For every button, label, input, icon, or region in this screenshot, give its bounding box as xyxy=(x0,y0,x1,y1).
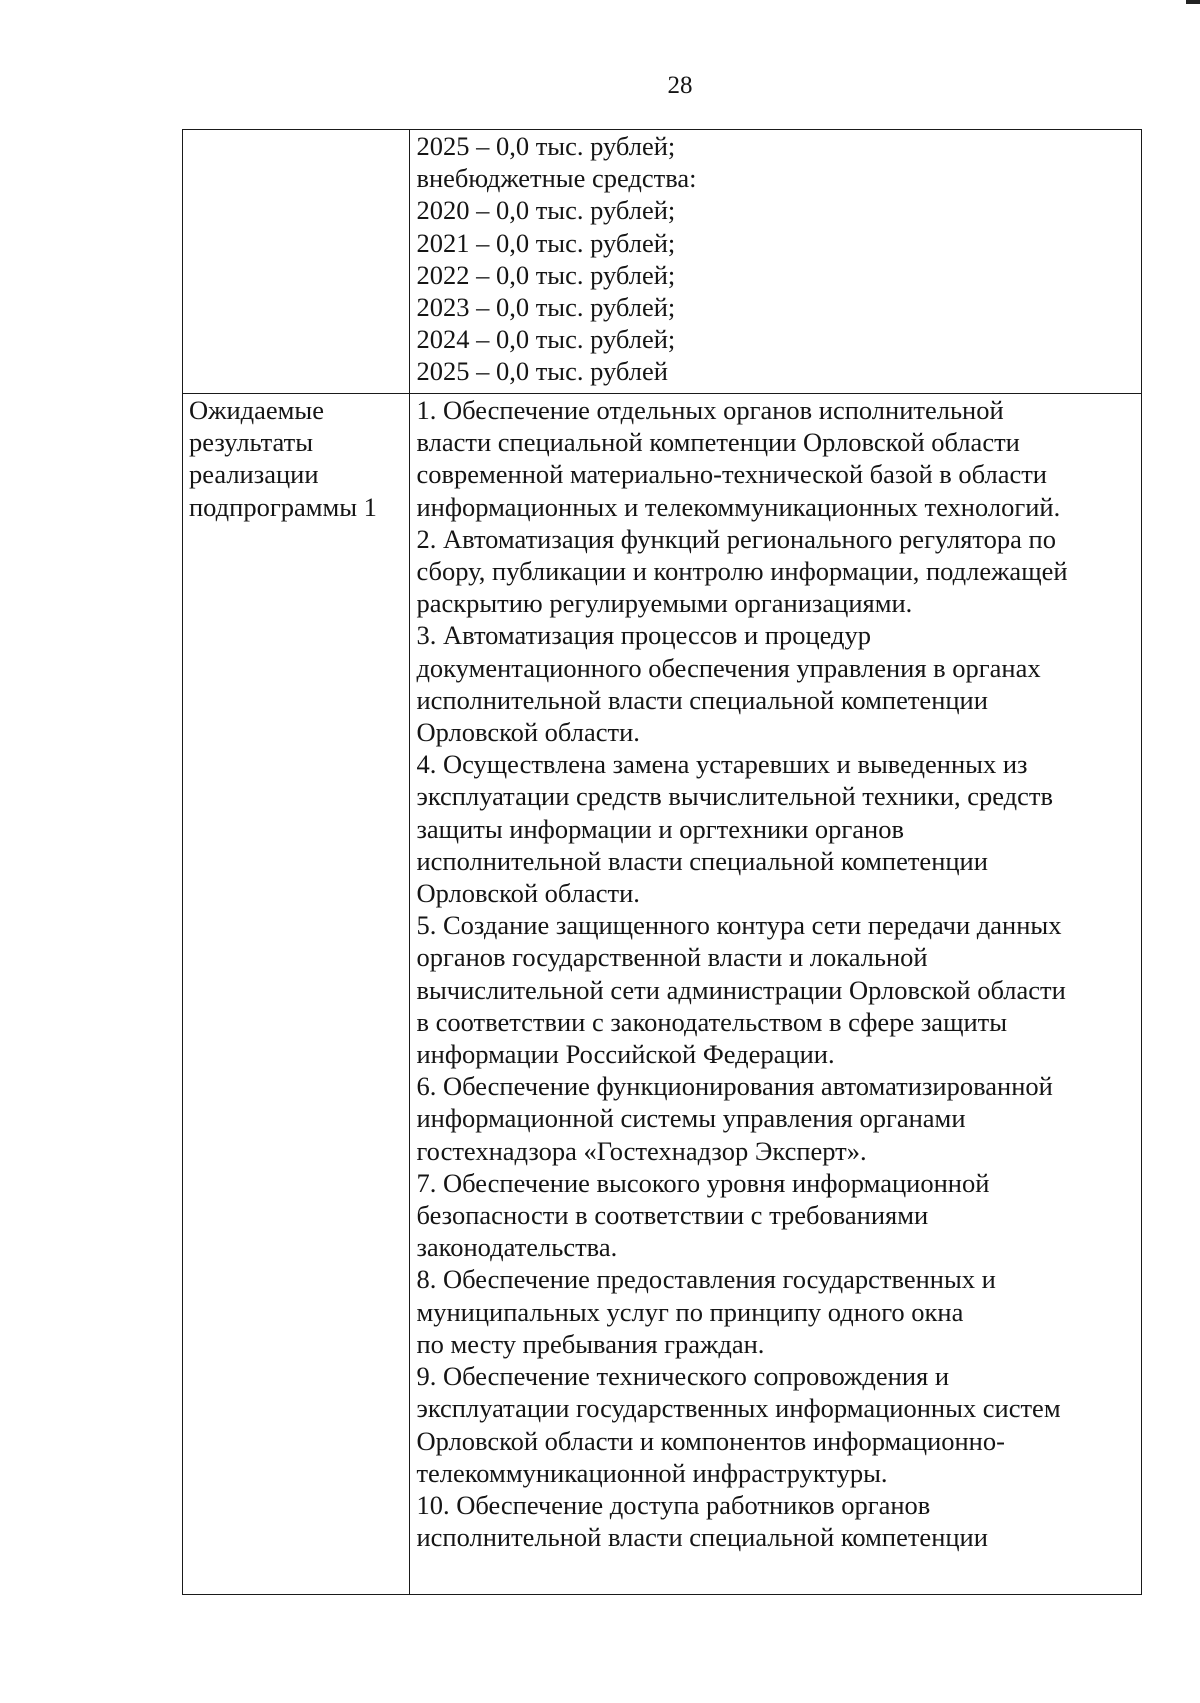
results-line: по месту пребывания граждан. xyxy=(416,1328,765,1359)
results-label-line: подпрограммы 1 xyxy=(189,491,377,522)
funding-line: 2023 – 0,0 тыс. рублей; xyxy=(416,292,676,323)
results-line: информации Российской Федерации. xyxy=(416,1039,835,1070)
passport-table xyxy=(182,129,1142,1595)
results-line: Орловской области. xyxy=(416,717,640,748)
results-label-cell xyxy=(183,394,410,1595)
results-line: безопасности в соответствии с требованиями xyxy=(416,1200,929,1231)
results-line: вычислительной сети администрации Орловской области xyxy=(416,974,1066,1005)
results-line: документационного обеспечения управления в органах xyxy=(416,652,1041,683)
results-line: 5. Создание защищенного контура сети передачи данных xyxy=(416,910,1062,941)
scan-edge-mark xyxy=(1186,0,1200,4)
results-line: 1. Обеспечение отдельных органов исполнительной xyxy=(416,395,1004,425)
results-line: эксплуатации средств вычислительной техники, средств xyxy=(416,781,1053,812)
results-line: защиты информации и оргтехники органов xyxy=(416,813,904,844)
funding-label-cell xyxy=(183,130,410,394)
results-line: исполнительной власти специальной компетенции xyxy=(416,1522,988,1553)
funding-line: 2024 – 0,0 тыс. рублей; xyxy=(416,324,676,355)
page-number: 28 xyxy=(667,72,693,99)
results-line: органов государственной власти и локальной xyxy=(416,942,928,973)
results-label-line: Ожидаемые xyxy=(189,395,324,425)
results-line: Орловской области. xyxy=(416,878,640,909)
results-line: исполнительной власти специальной компетенции xyxy=(416,684,988,715)
results-line: власти специальной компетенции Орловской области xyxy=(416,427,1020,458)
results-line: сбору, публикации и контролю информации, подлежащей xyxy=(416,556,1068,587)
results-line: информационной системы управления органами xyxy=(416,1103,966,1134)
results-line: гостехнадзора «Гостехнадзор Эксперт». xyxy=(416,1135,867,1166)
funding-line: 2021 – 0,0 тыс. рублей; xyxy=(416,227,676,258)
funding-line: внебюджетные средства: xyxy=(416,163,697,194)
results-line: муниципальных услуг по принципу одного окна xyxy=(416,1296,964,1327)
results-line: 4. Осуществлена замена устаревших и выведенных из xyxy=(416,749,1028,780)
results-line: 8. Обеспечение предоставления государственных и xyxy=(416,1264,996,1295)
results-line: раскрытию регулируемыми организациями. xyxy=(416,588,913,619)
funding-line: 2022 – 0,0 тыс. рублей; xyxy=(416,259,676,290)
results-line: 3. Автоматизация процессов и процедур xyxy=(416,620,872,651)
results-label-line: результаты xyxy=(189,427,313,458)
results-line: 2. Автоматизация функций регионального регулятора по xyxy=(416,523,1056,554)
results-line: в соответствии с законодательством в сфере защиты xyxy=(416,1006,1008,1037)
results-line: современной материально-технической базой в области xyxy=(416,459,1047,490)
funding-line: 2025 – 0,0 тыс. рублей xyxy=(416,356,668,387)
results-line: 9. Обеспечение технического сопровождения и xyxy=(416,1361,950,1392)
results-line: исполнительной власти специальной компетенции xyxy=(416,845,988,876)
results-line: 7. Обеспечение высокого уровня информационной xyxy=(416,1167,990,1198)
funding-row xyxy=(183,130,1142,394)
results-line: информационных и телекоммуникационных технологий. xyxy=(416,491,1061,522)
results-value-cell xyxy=(410,394,1142,1595)
funding-value-cell xyxy=(410,130,1142,394)
results-line: телекоммуникационной инфраструктуры. xyxy=(416,1457,888,1488)
results-line: эксплуатации государственных информационных систем xyxy=(416,1393,1061,1424)
results-line: законодательства. xyxy=(416,1232,618,1263)
results-label-line: реализации xyxy=(189,459,319,490)
results-line: 6. Обеспечение функционирования автоматизированной xyxy=(416,1071,1053,1102)
funding-line: 2025 – 0,0 тыс. рублей; xyxy=(416,131,676,161)
results-row xyxy=(183,394,1142,1595)
results-line: Орловской области и компонентов информационно- xyxy=(416,1425,1005,1456)
funding-line: 2020 – 0,0 тыс. рублей; xyxy=(416,195,676,226)
results-line: 10. Обеспечение доступа работников органов xyxy=(416,1489,931,1520)
